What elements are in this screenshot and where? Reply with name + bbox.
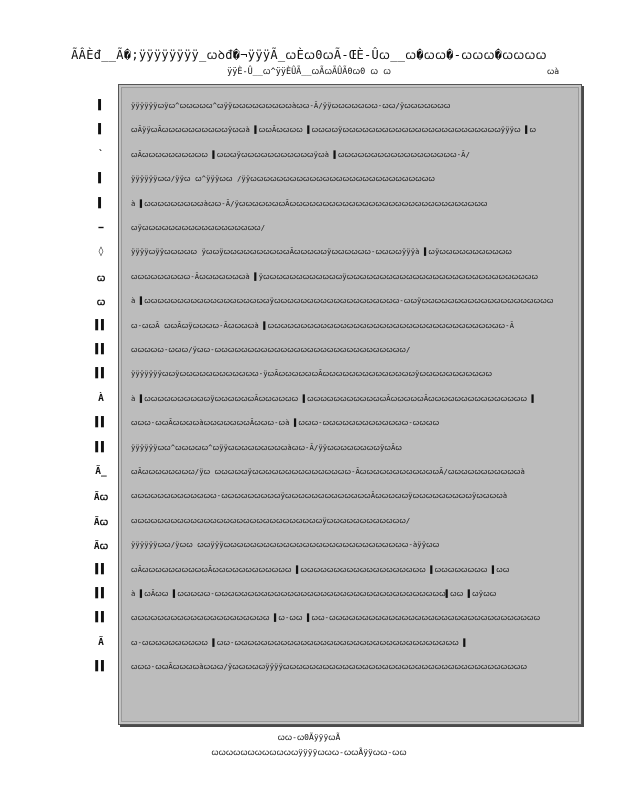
line-text: ꞷ-ꞷꞷꞷꞷꞷꞷꞷꞷꞷꞷ ▌ꞷꞷ-ꞷꞷꞷꞷꞷꞷꞷꞷꞷꞷꞷꞷꞷꞷꞷꞷꞷꞷꞷꞷꞷꞷꞷꞷꞷꞷꞷꞷꞷꞷꞷꞷꞷꞷ ▌: [131, 638, 468, 647]
line-marker: ▌▌: [95, 417, 107, 428]
line-text: ꞷÃꞷꞷꞷꞷꞷꞷꞷꞷ/ÿꞷ ꞷꞷꞷꞷꞷÿꞷꞷꞷꞷꞷꞷꞷꞷꞷꞷꞷꞷꞷꞷꞷ-ÃꞷꞷꞷꞷꞷꞷꞷꞷꞷꞷꞷꞷÃ/ꞷꞷꞷꞷꞷꞷꞷꞷꞷꞷꞷà: [131, 467, 525, 476]
footer-line-2: ꞷꞷꞷꞷꞷꞷꞷꞷꞷꞷꞷꞷÿÿÿÿꞷꞷꞷ-ꞷꞷÃÿÿꞷꞷ-ꞷꞷ: [211, 748, 407, 757]
line-marker: ▌▌: [95, 442, 107, 453]
line-marker: ▌: [98, 100, 104, 111]
footer-line-1: ꞷꞷ-ꞷ0ÃÿÿÿꞷÃ: [277, 733, 341, 742]
document-title: ÃÂÈđ__Ã�;ÿÿÿÿÿÿÿÿ_ꞷꝺđ�¬ÿÿÿÃ_ꞷÈꞷ0ꞷÃ-ŒÈ-Ûꞷ__ꞷ�ꞷꞷ�-ꞷꞷꞷ�ꞷꞷꞷꞷ: [71, 48, 547, 62]
line-marker: ▌▌: [95, 588, 107, 599]
line-marker: Ã_: [95, 466, 107, 477]
line-text: ÿÿÿÿÿÿꞷꞷ/ÿꞷꞷ ꞷꞷÿÿÿꞷꞷꞷꞷꞷꞷꞷꞷꞷꞷꞷꞷꞷꞷꞷꞷꞷꞷꞷꞷꞷꞷꞷꞷꞷꞷꞷꞷ-àÿÿꞷꞷ: [131, 540, 440, 549]
line-text: ꞷꞷꞷꞷꞷꞷꞷꞷꞷꞷꞷꞷꞷꞷꞷꞷꞷꞷꞷꞷꞷꞷꞷꞷꞷꞷꞷꞷꞷÿꞷꞷꞷꞷꞷꞷꞷꞷꞷꞷꞷꞷ/: [131, 516, 411, 525]
line-marker: ▌▌: [95, 564, 107, 575]
line-marker: ▌: [98, 173, 104, 184]
line-marker: Ãꞷ: [93, 541, 109, 552]
line-text: ꞷꞷꞷ-ꞷꞷÃꞷꞷꞷꞷàꞷꞷꞷꞷꞷꞷꞷÃꞷꞷꞷ-ꞷà ▌ꞷꞷꞷ-ꞷꞷꞷꞷꞷꞷꞷꞷꞷꞷꞷꞷꞷ-ꞷꞷꞷꞷ: [131, 418, 440, 427]
line-marker: Ã: [98, 637, 104, 648]
line-text: ÿÿÿÿÿÿꞷÿꞷ^ꞷꞷꞷꞷꞷ^ꞷÿÿꞷꞷꞷꞷꞷꞷꞷꞷꞷàꞷꞷ-Ã/ÿÿꞷꞷꞷꞷꞷꞷꞷ-ꞷꞷ/ÿꞷꞷꞷꞷꞷꞷꞷ: [131, 101, 451, 110]
line-marker: Ãꞷ: [93, 517, 109, 528]
line-text: ꞷꞷꞷꞷꞷꞷꞷꞷꞷꞷꞷꞷꞷꞷꞷꞷꞷꞷꞷꞷꞷ ▌ꞷ-ꞷꞷ ▌ꞷꞷ-ꞷꞷꞷꞷꞷꞷꞷꞷꞷꞷꞷꞷꞷꞷꞷꞷꞷꞷꞷꞷꞷꞷꞷꞷꞷꞷꞷꞷꞷꞷꞷꞷ: [131, 613, 541, 622]
line-marker: ▌: [98, 124, 104, 135]
line-marker: À: [98, 393, 104, 404]
corner-mark: ꞷà: [547, 67, 560, 76]
line-text: ꞷÃÿÿꞷÃꞷꞷꞷꞷꞷꞷꞷꞷꞷꞷÿꞷꞷà ▌ꞷꞷÃꞷꞷꞷꞷ ▌ꞷꞷꞷꞷÿꞷꞷꞷꞷꞷꞷꞷꞷꞷꞷꞷꞷꞷꞷꞷꞷꞷꞷꞷꞷꞷꞷꞷꞷÿÿÿꞷ ▌ꞷ: [131, 125, 537, 134]
line-text: à ▌ꞷꞷꞷꞷꞷꞷꞷꞷꞷàꞷꞷ-Ã/ÿꞷꞷꞷꞷꞷꞷꞷÃꞷꞷꞷꞷꞷꞷꞷꞷꞷꞷꞷꞷꞷꞷꞷꞷꞷꞷꞷꞷꞷꞷꞷꞷꞷꞷꞷꞷꞷꞷ: [131, 199, 488, 208]
line-text: ÿÿÿÿÿÿꞷꞷ^ꞷꞷꞷꞷꞷ^ꞷÿÿꞷꞷꞷꞷꞷꞷꞷꞷꞷàꞷꞷ-Ã/ÿÿꞷꞷꞷꞷꞷꞷꞷꞷÿꞷÃꞷ: [131, 443, 403, 452]
line-text: ꞷ-ꞷꞷÃ ꞷꞷÃꞷÿꞷꞷꞷꞷ-Ãꞷꞷꞷꞷà ▌ꞷꞷꞷꞷꞷꞷꞷꞷꞷꞷꞷꞷꞷꞷꞷꞷꞷꞷꞷꞷꞷꞷꞷꞷꞷꞷꞷꞷꞷꞷꞷꞷꞷꞷꞷꞷ-Ã: [131, 321, 515, 330]
line-marker: ▌▌: [95, 661, 107, 672]
line-text: ꞷꞷꞷꞷꞷ-ꞷꞷꞷ/ÿꞷꞷ-ꞷꞷꞷꞷꞷꞷꞷꞷꞷꞷꞷꞷꞷꞷꞷꞷꞷꞷꞷꞷꞷꞷꞷꞷꞷꞷꞷꞷꞷ/: [131, 345, 411, 354]
line-marker: ▌: [98, 198, 104, 209]
document-subtitle: ÿÿÈ-Û__ꞷ^ÿÿÈÛÃ__ꞷÃꞷÃÛÃ0ꞷ0 ꞷ ꞷ: [227, 67, 391, 77]
line-marker: ▌▌: [95, 368, 107, 379]
line-marker: ◊: [98, 246, 104, 257]
line-marker: ꞷ: [96, 273, 106, 284]
line-text: ꞷꞷꞷꞷꞷꞷꞷꞷꞷ-Ãꞷꞷꞷꞷꞷꞷꞷà ▌ÿꞷꞷꞷꞷꞷꞷꞷꞷꞷꞷꞷꞷÿꞷꞷꞷꞷꞷꞷꞷꞷꞷꞷꞷꞷꞷꞷꞷꞷꞷꞷꞷꞷꞷꞷꞷꞷꞷꞷꞷꞷꞷ: [131, 272, 539, 281]
line-text: ꞷÃꞷꞷꞷꞷꞷꞷꞷꞷꞷꞷÃꞷꞷꞷꞷꞷꞷꞷꞷꞷꞷꞷꞷ ▌ꞷꞷꞷꞷꞷꞷꞷꞷꞷꞷꞷꞷꞷꞷꞷꞷꞷꞷꞷ ▌ꞷꞷꞷꞷꞷꞷꞷꞷ ▌ꞷꞷ: [131, 565, 510, 574]
line-marker: ▌▌: [95, 612, 107, 623]
line-marker: ⎯: [98, 222, 104, 233]
line-text: à ▌ꞷÃꞷꞷ ▌ꞷꞷꞷꞷꞷ-ꞷꞷꞷꞷꞷꞷꞷꞷꞷꞷꞷꞷꞷꞷꞷꞷꞷꞷꞷꞷꞷꞷꞷꞷꞷꞷꞷꞷꞷꞷꞷꞷꞷꞷꞷ▌ꞷꞷ ▌ꞷÿꞷꞷ: [131, 589, 497, 598]
line-marker: ▌▌: [95, 320, 107, 331]
line-text: ꞷꞷꞷ-ꞷꞷÃꞷꞷꞷꞷàꞷꞷꞷ/ÿꞷꞷꞷꞷꞷÿÿÿÿꞷꞷꞷꞷꞷꞷꞷꞷꞷꞷꞷꞷꞷꞷꞷꞷꞷꞷꞷꞷꞷꞷꞷꞷꞷꞷꞷꞷꞷꞷꞷꞷꞷꞷꞷꞷꞷ: [131, 662, 528, 671]
line-text: ꞷÿꞷꞷꞷꞷꞷꞷꞷꞷꞷꞷꞷꞷꞷꞷꞷꞷꞷꞷ/: [131, 223, 266, 232]
line-marker: ▌▌: [95, 344, 107, 355]
line-marker: ꞷ: [96, 297, 106, 308]
line-text: ÿÿÿÿꞷÿÿꞷꞷꞷꞷꞷ ÿꞷꞷÿꞷꞷꞷꞷꞷꞷꞷꞷꞷꞷÃꞷꞷꞷꞷꞷÿꞷꞷꞷꞷꞷꞷ-ꞷꞷꞷꞷÿÿÿà ▌ꞷÿꞷꞷꞷꞷꞷꞷꞷꞷꞷꞷꞷ: [131, 247, 513, 256]
line-text: ÿÿÿÿÿÿꞷꞷ/ÿÿꞷ ꞷ^ÿÿÿꞷꞷ /ÿÿꞷꞷꞷꞷꞷꞷꞷꞷꞷꞷꞷꞷꞷꞷꞷꞷꞷꞷꞷꞷꞷꞷꞷꞷꞷꞷꞷꞷ: [131, 174, 436, 183]
line-text: ꞷꞷꞷꞷꞷꞷꞷꞷꞷꞷꞷꞷꞷ-ꞷꞷꞷꞷꞷꞷꞷꞷꞷÿꞷꞷꞷꞷꞷꞷꞷꞷꞷꞷꞷꞷꞷÃꞷꞷꞷꞷꞷÿꞷꞷꞷꞷꞷꞷꞷꞷꞷÿꞷꞷꞷꞷà: [131, 491, 508, 500]
line-text: ꞷÃꞷꞷꞷꞷꞷꞷꞷꞷꞷꞷ ▌ꞷꞷꞷÿꞷꞷꞷꞷꞷꞷꞷꞷꞷꞷꞷÿꞷà ▌ꞷꞷꞷꞷꞷꞷꞷꞷꞷꞷꞷꞷꞷꞷꞷꞷꞷꞷ-Ã/: [131, 150, 470, 159]
line-text: à ▌ꞷꞷꞷꞷꞷꞷꞷꞷꞷꞷꞷꞷꞷꞷꞷꞷꞷꞷꞷÿꞷꞷꞷꞷꞷꞷꞷꞷꞷꞷꞷꞷꞷꞷꞷꞷꞷꞷꞷ-ꞷꞷÿꞷꞷꞷꞷꞷꞷꞷꞷꞷꞷꞷꞷꞷꞷꞷꞷꞷꞷꞷꞷ: [131, 296, 554, 305]
line-text: à ▌ꞷꞷꞷꞷꞷꞷꞷꞷꞷꞷÿꞷꞷꞷꞷꞷꞷÃꞷꞷꞷꞷꞷꞷ ▌ꞷꞷꞷꞷꞷꞷꞷꞷꞷꞷꞷꞷÃꞷꞷꞷꞷꞷÃꞷꞷꞷꞷꞷꞷꞷꞷꞷꞷꞷꞷꞷꞷꞷ ▌: [131, 394, 536, 403]
line-marker: Ãꞷ: [93, 492, 109, 503]
line-marker: `: [98, 149, 104, 160]
line-text: ÿÿÿÿÿÿÿꞷꞷÿꞷꞷꞷꞷꞷꞷꞷꞷꞷꞷꞷꞷ-ÿꞷÃꞷꞷꞷꞷꞷꞷÃꞷꞷꞷꞷꞷꞷꞷꞷꞷꞷꞷꞷꞷꞷÿꞷꞷꞷꞷꞷꞷꞷꞷꞷꞷꞷ: [131, 369, 493, 378]
